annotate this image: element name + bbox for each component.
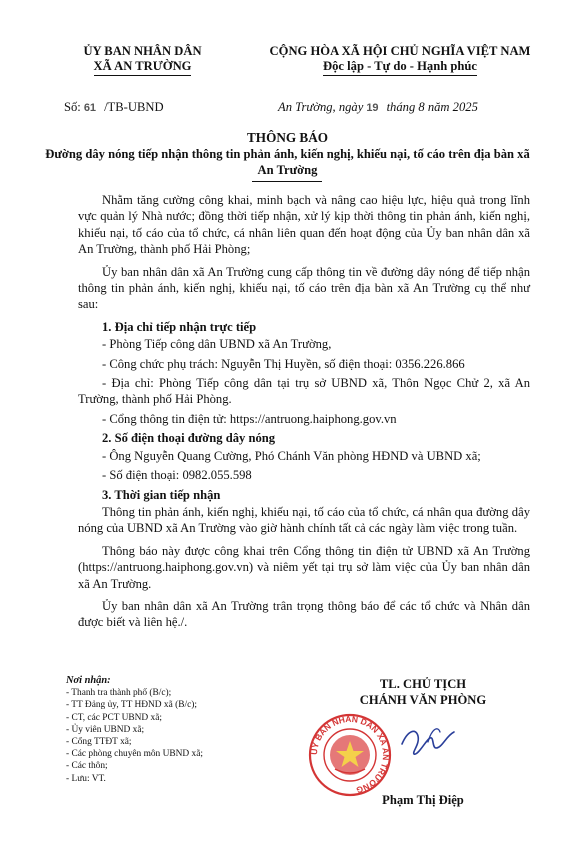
title-divider	[252, 181, 322, 182]
number-suffix: /TB-UBND	[104, 100, 164, 114]
number-value: 61	[83, 102, 97, 114]
section-1-item: - Công chức phụ trách: Nguyễn Thị Huyền, số điện thoại: 0356.226.866	[102, 356, 465, 371]
paragraph-hours: Thông tin phản ánh, kiến nghị, khiếu nại, tố cáo của tổ chức, cá nhân qua đường dây nóng của UBND xã An Trường vào giờ hành chính tất cả các ngày làm việc trong tuần.	[78, 504, 530, 536]
handwritten-signature-icon	[398, 722, 458, 762]
paragraph-purpose: Ủy ban nhân dân xã An Trường cung cấp thông tin về đường dây nóng để tiếp nhận thông tin phản ánh, kiến nghị, khiếu nại, tố cáo trên địa bàn xã An Trường cụ thể như sau:	[78, 264, 530, 312]
recipients-block	[66, 675, 306, 785]
section-3-heading: 3. Thời gian tiếp nhận	[102, 487, 221, 502]
recipient-item: - Ủy viên UBND xã;	[66, 724, 145, 735]
document-body	[78, 192, 530, 637]
date-rest: tháng 8 năm 2025	[386, 100, 478, 114]
section-1-item: - Địa chỉ: Phòng Tiếp công dân tại trụ sở UBND xã, Thôn Ngọc Chử 2, xã An Trường, thành phố Hải Phòng.	[78, 376, 530, 407]
number-prefix: Số:	[64, 100, 81, 114]
official-seal-icon	[305, 713, 395, 797]
svg-text:ỦY BAN NHÂN DÂN XÃ AN TRƯỜNG: ỦY BAN NHÂN DÂN XÃ AN TRƯỜNG	[308, 713, 392, 796]
section-1-heading: 1. Địa chỉ tiếp nhận trực tiếp	[102, 319, 257, 334]
document-title: THÔNG BÁO	[247, 130, 328, 145]
recipients-label: Nơi nhận:	[66, 675, 111, 686]
recipient-item: - Cổng TTĐT xã;	[66, 737, 132, 748]
national-motto	[250, 44, 550, 76]
section-2-heading: 2. Số điện thoại đường dây nóng	[102, 431, 276, 446]
recipient-item: - TT Đảng ủy, TT HĐND xã (B/c);	[66, 700, 197, 711]
section-2-item: - Ông Nguyễn Quang Cường, Phó Chánh Văn phòng HĐND và UBND xã;	[102, 448, 481, 463]
paragraph-publication: Thông báo này được công khai trên Cổng thông tin điện tử UBND xã An Trường (https://antruong.haiphong.gov.vn) và niêm yết tại trụ sở làm việc của Ủy ban nhân dân xã An Trường.	[78, 543, 530, 591]
signatory-title	[318, 676, 528, 708]
section-2-item: - Số điện thoại: 0982.055.598	[102, 468, 252, 483]
recipient-item: - CT, các PCT UBND xã;	[66, 712, 162, 723]
org-line-1: ỦY BAN NHÂN DÂN	[83, 44, 202, 58]
nation-line-1: CỘNG HÒA XÃ HỘI CHỦ NGHĨA VIỆT NAM	[269, 44, 531, 58]
signer-name: Phạm Thị Điệp	[382, 793, 464, 807]
recipient-item: - Thanh tra thành phố (B/c);	[66, 688, 172, 699]
recipient-item: - Các phòng chuyên môn UBND xã;	[66, 749, 203, 760]
signatory-line-2: CHÁNH VĂN PHÒNG	[359, 693, 487, 707]
recipient-item: - Lưu: VT.	[66, 773, 106, 784]
org-line-2: XÃ AN TRƯỜNG	[94, 59, 192, 76]
date-place: An Trường, ngày	[278, 100, 364, 114]
date-day: 19	[366, 102, 379, 114]
paragraph-closing: Ủy ban nhân dân xã An Trường trân trọng thông báo để các tổ chức và Nhân dân được biết và liên hệ./.	[78, 598, 530, 630]
recipient-item: - Các thôn;	[66, 761, 108, 772]
document-number	[64, 100, 164, 115]
document-date	[278, 100, 478, 115]
paragraph-intro: Nhằm tăng cường công khai, minh bạch và nâng cao hiệu lực, hiệu quả trong lĩnh vực quản lý Nhà nước; đồng thời tiếp nhận, xử lý kịp thời thông tin phản ánh, kiến nghị, khiếu nại, tố cáo của tổ chức, cá nhân liên quan đến hoạt động của Ủy ban nhân dân xã An Trường, thành phố Hải Phòng;	[78, 193, 530, 257]
signatory-line-1: TL. CHỦ TỊCH	[379, 677, 467, 691]
issuing-organization	[40, 44, 245, 76]
document-subtitle: Đường dây nóng tiếp nhận thông tin phản ánh, kiến nghị, khiếu nại, tố cáo trên địa bàn xã An Trường	[45, 147, 530, 177]
nation-line-2: Độc lập - Tự do - Hạnh phúc	[323, 59, 477, 76]
section-1-item: - Phòng Tiếp công dân UBND xã An Trường,	[102, 337, 332, 352]
section-1-item: - Cổng thông tin điện tử: https://antruong.haiphong.gov.vn	[102, 411, 397, 426]
